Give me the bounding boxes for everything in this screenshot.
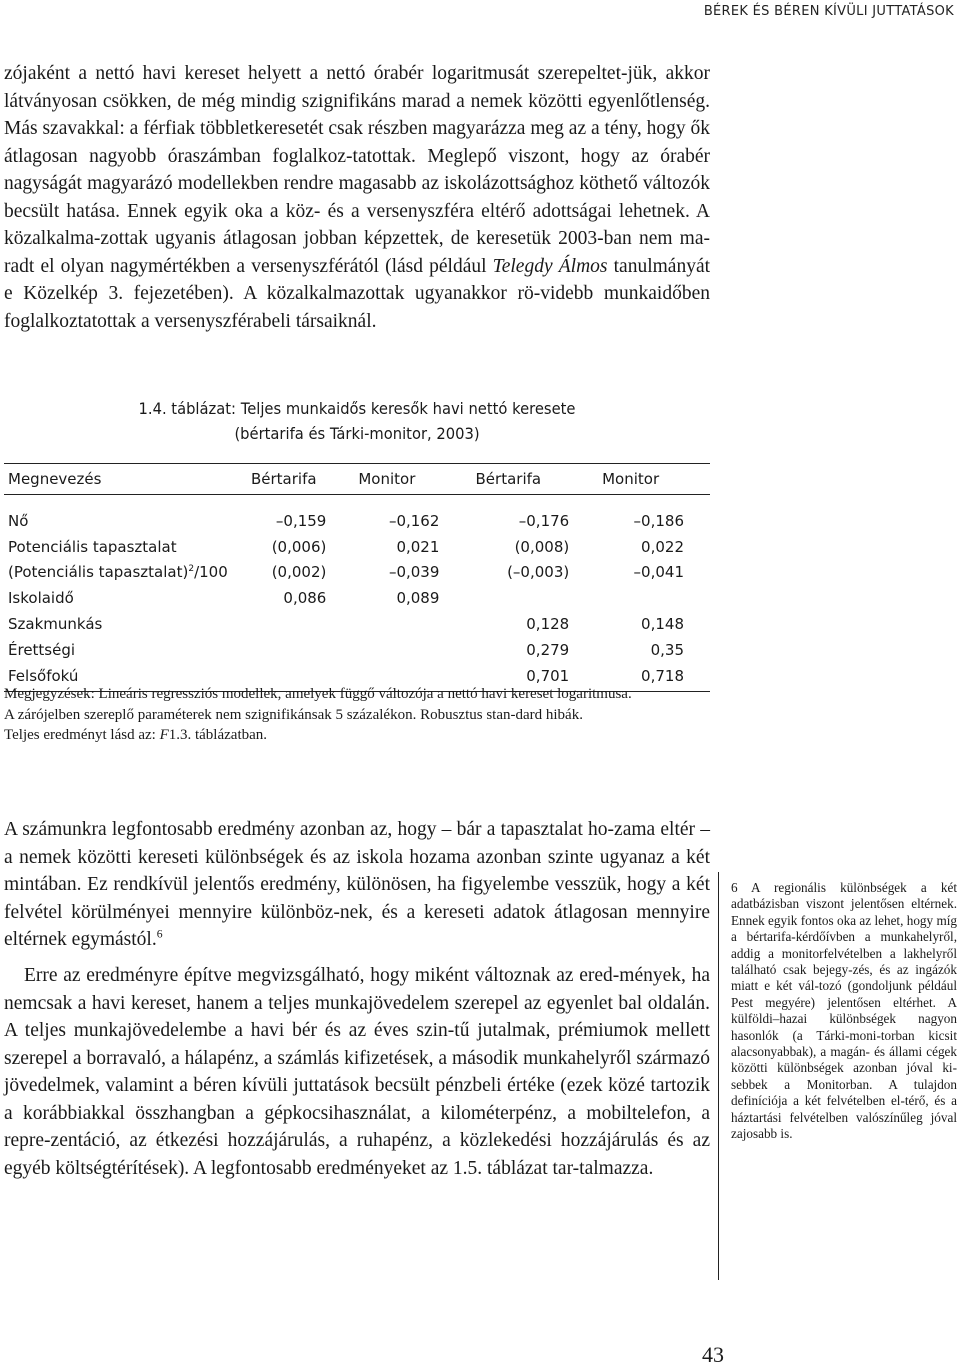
cell-value: 0,089 (396, 589, 440, 608)
cell-value (237, 611, 330, 637)
row-label-superscript: 2 (188, 564, 195, 575)
cell-value (237, 637, 330, 663)
table-row (4, 611, 710, 637)
table-row (4, 585, 710, 611)
table-row (4, 534, 710, 560)
row-label: Felsőfokú (4, 663, 237, 691)
cell-value: –0,186 (633, 511, 684, 530)
table-title (32, 396, 682, 446)
cell-value: (0,008) (514, 537, 570, 556)
intro-paragraph (4, 60, 710, 335)
header-bertarifa-1: Bértarifa (237, 464, 330, 495)
row-label-suffix: /100 (194, 563, 228, 582)
sidenote (731, 880, 957, 1143)
sidenote-number: 6 (731, 880, 738, 895)
row-label (4, 560, 237, 586)
cell-value: 0,718 (573, 663, 688, 691)
note3-suffix: 1.3. táblázatban. (168, 727, 268, 743)
note3-italic: F (159, 727, 169, 743)
cell-value: –0,041 (633, 563, 684, 582)
table-row (4, 637, 710, 663)
intro-author-italic: Telegdy Álmos (492, 255, 608, 277)
sidenote-text: A regionális különbségek a két adatbázisban viszont jelentősen eltérnek. Ennek egyik fontos oka az lehet, hogy míg a bértarifa-kérdőívben a munkahelyről, addig a monitorfelvételben a lakhelyről található csak bejegy-zés, és az ingázók miatt e két vál-tozó (gondoljunk például Pest megyére) jelentősen eltérhet. A külföldi–hazai különbségek nagyon hasonlók (a Tárki-moni-torban kicsit alacsonyabbak), a magán- és állami cégek közötti különbségek azonban jóval ki-sebbek a Monitorban. A tulajdon definíciója a két felvételben el-térő, és a háztartási felvételben valószínűleg jóval zajosabb is. (731, 880, 957, 1142)
footnote-reference[interactable]: 6 (156, 927, 163, 941)
cell-value: –0,159 (275, 511, 327, 530)
cell-value: 0,35 (650, 640, 684, 659)
table-body (4, 495, 710, 692)
table-note: Megjegyzések: Lineáris regressziós modellek, amelyek függő változója a nettó havi kereset logaritmusa. (4, 686, 632, 702)
header-spacer (688, 464, 710, 495)
running-head: BÉREK ÉS BÉREN KÍVÜLI JUTTATÁSOK (703, 4, 954, 19)
table-note (4, 725, 710, 746)
note3-prefix: Teljes eredményt lásd az: (4, 727, 160, 743)
results-paragraph (4, 816, 710, 954)
table-row (4, 495, 710, 534)
intro-text-part2: tanulmányát e Közelkép 3. fejezetében). A közalkalmazottak ugyanakkor rö-videbb munkaidőben foglalkoztatottak a versenyszférabeli társaiknál. (4, 255, 711, 332)
header-megnevezes: Megnevezés (4, 464, 237, 495)
header-monitor-1: Monitor (330, 464, 443, 495)
sidenote-divider (718, 872, 719, 1280)
row-label: Iskolaidő (8, 589, 74, 608)
cell-value: (–0,003) (507, 563, 570, 582)
cell-value: 0,128 (526, 615, 570, 634)
cell-value: 0,086 (283, 589, 327, 608)
cell-value (330, 611, 443, 637)
cell-value: 0,701 (443, 663, 573, 691)
results-text: A számunkra legfontosabb eredmény azonban az, hogy – bár a tapasztalat ho-zama eltér – a nemek közötti kereseti különbségek és az iskola hozama azonban szinte ugyanaz a két mintában. Ez rendkívül jelentős eredmény, különösen, ha figyelembe vesszük, hogy a két felvétel körülményei mennyire különböz-nek, és a kereseti adatok átlagosan mennyire eltérnek egymástól. (4, 819, 710, 950)
table-title-line2: (bértarifa és Tárki-monitor, 2003) (234, 424, 480, 443)
header-monitor-2: Monitor (573, 464, 688, 495)
page-number: 43 (702, 1342, 724, 1367)
cell-value: 0,279 (526, 640, 570, 659)
cell-value (443, 585, 573, 611)
table-notes (4, 684, 710, 746)
table-row (4, 560, 710, 586)
cell-value: –0,176 (518, 511, 570, 530)
regression-table (4, 463, 710, 692)
table-header-row (4, 464, 710, 495)
row-label: Érettségi (8, 640, 76, 659)
header-bertarifa-2: Bértarifa (443, 464, 573, 495)
cell-value: (0,002) (271, 563, 327, 582)
cell-value: –0,162 (388, 511, 440, 530)
cell-value: 0,021 (396, 537, 440, 556)
row-label: Nő (8, 511, 29, 530)
row-label: Szakmunkás (8, 615, 103, 634)
cell-value: (0,006) (271, 537, 327, 556)
cell-value: –0,039 (388, 563, 440, 582)
cell-value: 0,148 (641, 615, 684, 634)
table-note: A zárójelben szereplő paraméterek nem szignifikánsak 5 százalékon. Robusztus stan-dard hibák. (4, 706, 583, 723)
cell-value (330, 637, 443, 663)
row-label: Potenciális tapasztalat (8, 537, 177, 556)
income-paragraph: Erre az eredményre építve megvizsgálható, hogy miként változnak az ered-mények, ha nemcsak a havi kereset, hanem a teljes munkajövedelem szerepel az egyenlet bal oldalán. A teljes munkajövedelembe a havi bér és az éves szin-tű jutalmak, prémiumok mellett szerepel a borravaló, a hálapénz, a számlás kifizetések, a második munkahelyről származó jövedelmek, valamint a béren kívüli juttatások becsült pénzbeli értéke (ezek közé tartozik a korábbiakkal összhangban a gépkocsihasználat, a kilométerpénz, a mobiltelefon, a repre-zentáció, az étkezési hozzájárulás, a ruhapénz, a közlekedési hozzájárulás és az egyéb költségtérítések). A legfontosabb eredményeket az 1.5. táblázat tar-talmazza. (4, 965, 710, 1179)
intro-text-part1: zójaként a nettó havi kereset helyett a nettó órabér logaritmusát szerepeltet-jük, akkor látványosan csökken, de még mindig szignifikáns marad a nemek közötti egyenlőtlenség. Más szavakkal: a férfiak többletkeresetét csak részben magyarázza meg az a tény, hogy ők átlagosan nagyobb óraszámban foglalkoz-tatottak. Meglepő viszont, hogy az órabér nagyságát magyarázó modellekben rendre magasabb az iskolázottsághoz köthető változók becsült hatása. Ennek egyik oka a köz- és a versenyszféra eltérő adottságai lehetnek. A közalkalma-zottak ugyanis átlagosan jobban képzettek, de keresetük 2003-ban nem ma-radt el olyan nagymértékben a versenyszférától (lásd például (4, 63, 710, 277)
cell-value: 0,022 (641, 537, 684, 556)
cell-value (573, 585, 688, 611)
table-title-line1: 1.4. táblázat: Teljes munkaidős keresők havi nettó keresete (138, 399, 576, 418)
row-label-main: (Potenciális tapasztalat) (8, 563, 189, 582)
